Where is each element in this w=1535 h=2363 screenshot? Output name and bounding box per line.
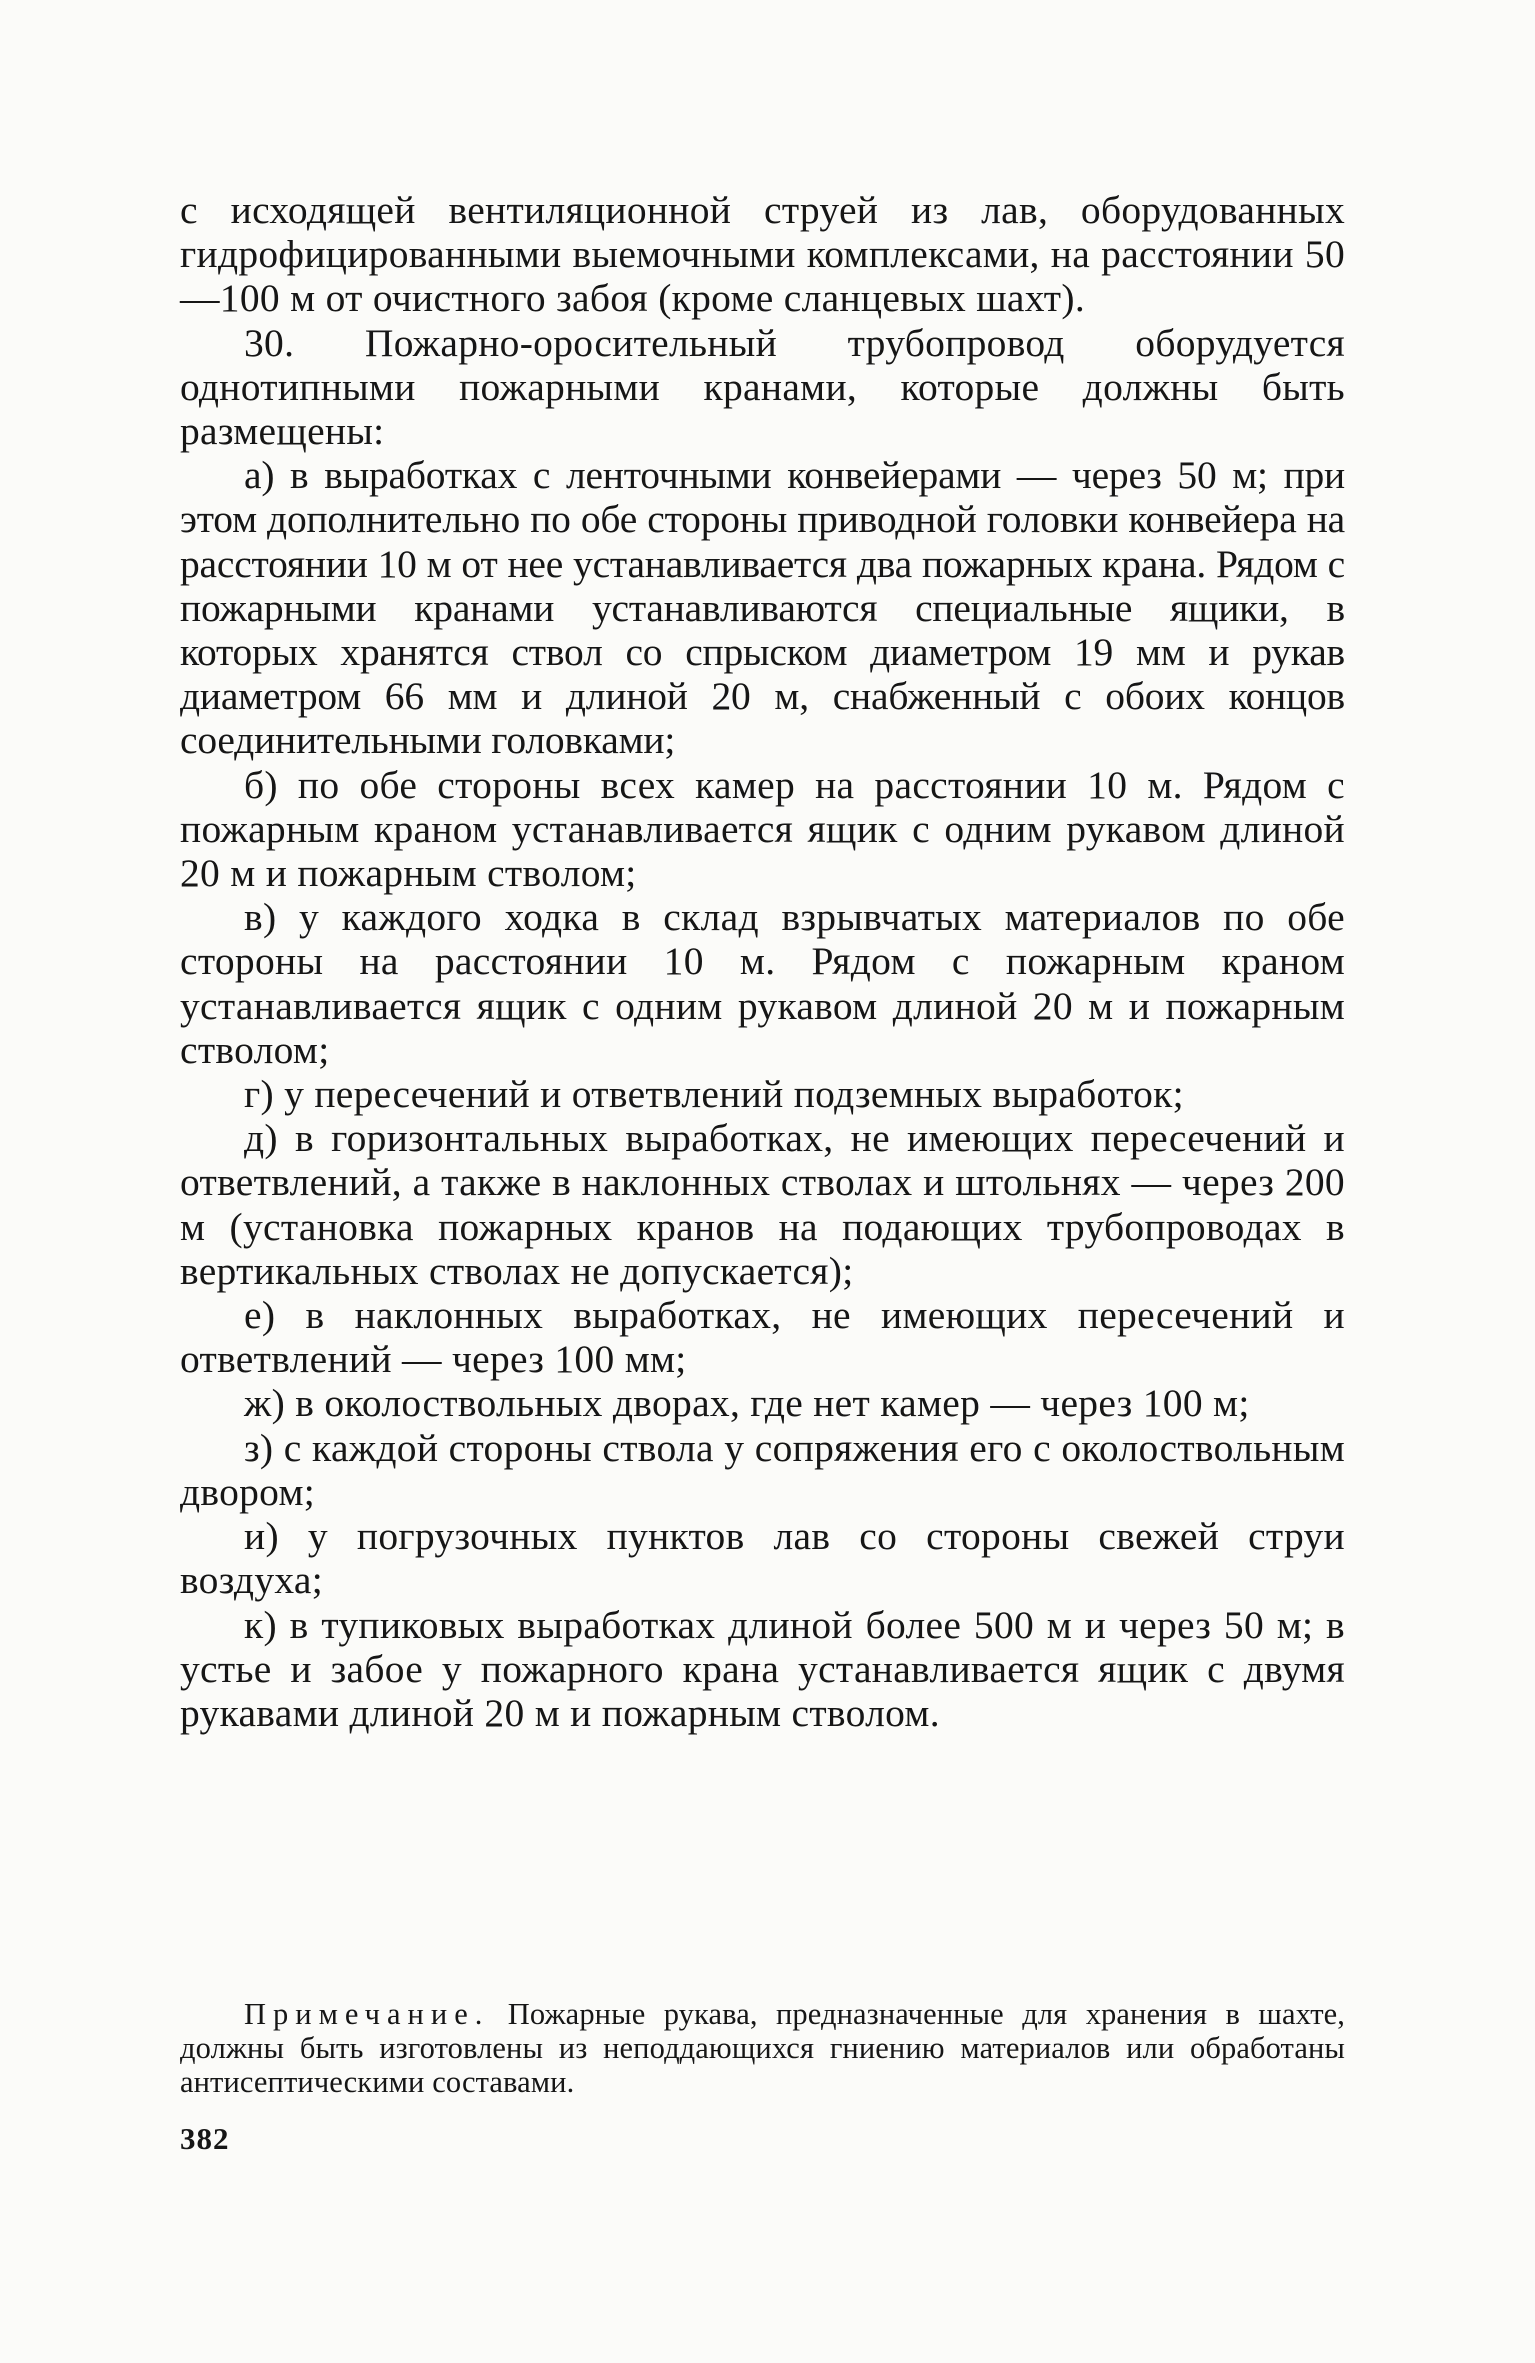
page-number: 382 — [180, 2121, 230, 2156]
list-item-e: е) в наклонных выработках, не имеющих пересечений и ответвлений — через 100 мм; — [180, 1293, 1345, 1382]
list-item-z: з) с каждой стороны ствола у сопряжения его с околоствольным двором; — [180, 1425, 1345, 1514]
list-item-i: и) у погрузочных пунктов лав со стороны свежей струи воздуха; — [180, 1514, 1345, 1603]
list-item-v: в) у каждого ходка в склад взрывчатых материалов по обе стороны на расстоянии 10 м. Рядом с пожарным краном устанавливается ящик с одним рукавом длиной 20 м и пожарным стволом; — [180, 895, 1345, 1072]
footnote-text: Пожарные рукава, предназначенные для хранения в шахте, должны быть изготовлены из неподдающихся гниению материалов или обработаны антисептическими составами. — [180, 1997, 1345, 2099]
list-item-d: д) в горизонтальных выработках, не имеющих пересечений и ответвлений, а также в наклонных стволах и штольнях — через 200 м (установка пожарных кранов на подающих трубопроводах в вертикальных стволах не допускается); — [180, 1116, 1345, 1293]
list-item-g: г) у пересечений и ответвлений подземных выработок; — [244, 1072, 1184, 1117]
page-body — [180, 188, 1345, 1735]
paragraph-30: 30. Пожарно-оросительный трубопровод оборудуется однотипными пожарными кранами, которые должны быть размещены: — [180, 320, 1345, 454]
list-item-k: к) в тупиковых выработках длиной более 500 м и через 50 м; в устье и забое у пожарного крана устанавливается ящик с двумя рукавами длиной 20 м и пожарным стволом. — [180, 1602, 1345, 1735]
list-item-b: б) по обе стороны всех камер на расстоянии 10 м. Рядом с пожарным краном устанавливается ящик с одним рукавом длиной 20 м и пожарным стволом; — [180, 762, 1345, 896]
footnote-label: Примечание. — [244, 1997, 490, 2031]
footnote — [180, 1997, 1345, 2099]
paragraph-continuation: с исходящей вентиляционной струей из лав, оборудованных гидрофицированными выемочными комплексами, на расстоянии 50—100 м от очистного забоя (кроме сланцевых шахт). — [180, 188, 1345, 321]
list-item-zh: ж) в околоствольных дворах, где нет камер — через 100 м; — [244, 1381, 1250, 1426]
list-item-a: а) в выработках с ленточными конвейерами — через 50 м; при этом дополнительно по обе стороны приводной головки конвейера на расстоянии 10 м от нее устанавливается два пожарных крана. Рядом с пожарными кранами устанавливаются специальные ящики, в которых хранятся ствол со спрыском диаметром 19 мм и рукав диаметром 66 мм и длиной 20 м, снабженный с обоих концов соединительными головками; — [180, 453, 1345, 763]
